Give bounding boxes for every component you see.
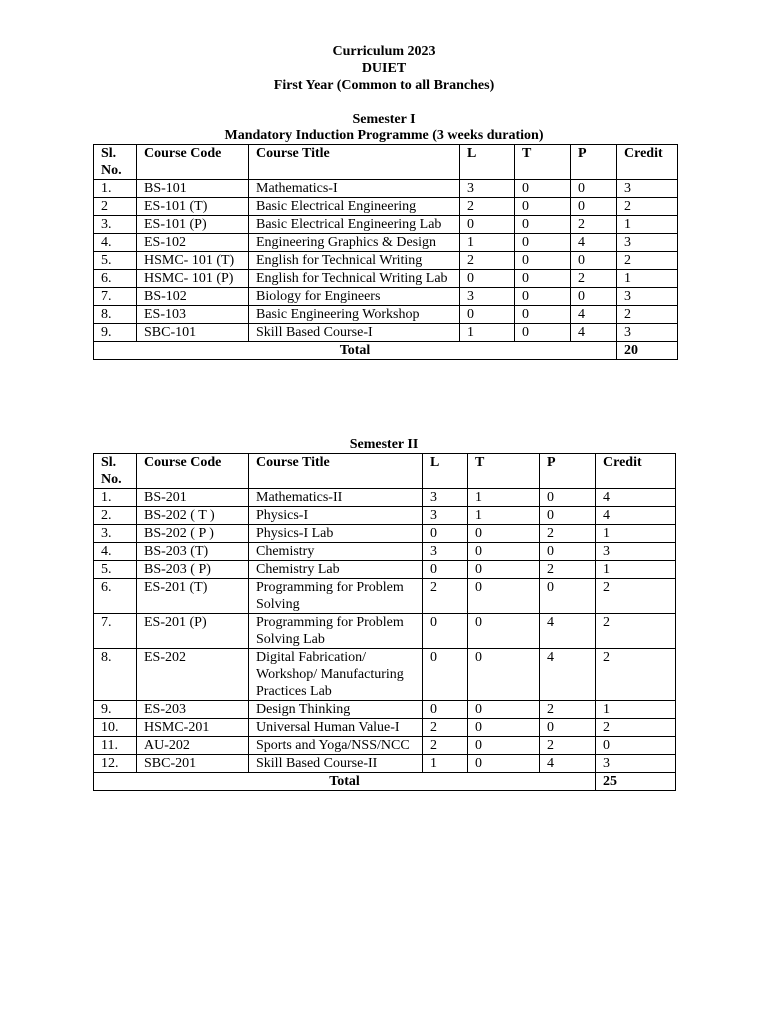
table-row	[94, 234, 678, 252]
cell-l: 2	[460, 198, 515, 216]
col-credit-header: Credit	[617, 145, 678, 180]
semester1-title: Semester I	[352, 112, 416, 127]
cell-p: 2	[571, 270, 617, 288]
cell-t: 1	[468, 507, 540, 525]
cell-t: 0	[515, 306, 571, 324]
cell-credit: 1	[596, 561, 676, 579]
document-title: Curriculum 2023	[332, 44, 436, 59]
col-l-header: L	[423, 454, 468, 489]
cell-credit: 3	[617, 288, 678, 306]
cell-course-title: Basic Electrical Engineering	[249, 198, 460, 216]
cell-course-code: BS-202 ( P )	[137, 525, 249, 543]
cell-t: 0	[515, 252, 571, 270]
cell-l: 0	[460, 270, 515, 288]
cell-course-code: ES-203	[137, 701, 249, 719]
table-row	[94, 306, 678, 324]
cell-course-title: Universal Human Value-I	[249, 719, 423, 737]
total-label: Total	[94, 342, 617, 360]
cell-sl: 3.	[94, 525, 137, 543]
cell-sl: 2.	[94, 507, 137, 525]
table-row	[94, 198, 678, 216]
table-row	[94, 649, 676, 701]
cell-course-code: AU-202	[137, 737, 249, 755]
total-label: Total	[94, 773, 596, 791]
cell-sl: 9.	[94, 701, 137, 719]
total-row	[94, 773, 676, 791]
cell-p: 2	[540, 525, 596, 543]
table-row	[94, 489, 676, 507]
cell-sl: 5.	[94, 561, 137, 579]
table-row	[94, 288, 678, 306]
cell-t: 0	[515, 180, 571, 198]
cell-p: 4	[571, 324, 617, 342]
cell-credit: 2	[617, 198, 678, 216]
cell-t: 0	[515, 288, 571, 306]
col-credit-header: Credit	[596, 454, 676, 489]
cell-credit: 1	[596, 701, 676, 719]
cell-course-code: ES-101 (T)	[137, 198, 249, 216]
col-code-header: Course Code	[137, 145, 249, 180]
cell-course-code: SBC-201	[137, 755, 249, 773]
table-header-row	[94, 145, 678, 180]
cell-l: 0	[423, 525, 468, 543]
cell-course-code: ES-202	[137, 649, 249, 701]
cell-t: 0	[468, 561, 540, 579]
cell-t: 0	[515, 324, 571, 342]
cell-course-title: Physics-I Lab	[249, 525, 423, 543]
cell-course-code: ES-103	[137, 306, 249, 324]
cell-credit: 2	[596, 719, 676, 737]
cell-course-title: Engineering Graphics & Design	[249, 234, 460, 252]
cell-course-code: ES-201 (T)	[137, 579, 249, 614]
cell-course-title: Design Thinking	[249, 701, 423, 719]
cell-credit: 4	[596, 507, 676, 525]
cell-course-code: BS-101	[137, 180, 249, 198]
cell-t: 0	[515, 270, 571, 288]
cell-credit: 3	[617, 324, 678, 342]
cell-l: 3	[460, 288, 515, 306]
cell-t: 1	[468, 489, 540, 507]
semester1-subtitle: Mandatory Induction Programme (3 weeks duration)	[224, 128, 544, 143]
cell-course-title: Mathematics-II	[249, 489, 423, 507]
table-row	[94, 579, 676, 614]
cell-credit: 2	[617, 252, 678, 270]
cell-l: 0	[423, 701, 468, 719]
cell-course-code: BS-201	[137, 489, 249, 507]
table-row	[94, 737, 676, 755]
cell-credit: 4	[596, 489, 676, 507]
semester1-table	[93, 144, 678, 360]
cell-sl: 8.	[94, 649, 137, 701]
total-row	[94, 342, 678, 360]
col-sl-header: Sl. No.	[94, 454, 137, 489]
cell-p: 0	[571, 198, 617, 216]
cell-credit: 2	[596, 649, 676, 701]
table-row	[94, 270, 678, 288]
cell-l: 0	[423, 561, 468, 579]
cell-course-title: Digital Fabrication/ Workshop/ Manufacturing Practices Lab	[249, 649, 423, 701]
cell-l: 0	[460, 306, 515, 324]
cell-l: 3	[423, 489, 468, 507]
cell-p: 4	[540, 649, 596, 701]
table-row	[94, 701, 676, 719]
cell-l: 3	[423, 507, 468, 525]
cell-course-title: Programming for Problem Solving	[249, 579, 423, 614]
cell-l: 0	[423, 614, 468, 649]
cell-l: 2	[460, 252, 515, 270]
cell-course-title: Biology for Engineers	[249, 288, 460, 306]
col-t-header: T	[515, 145, 571, 180]
cell-sl: 3.	[94, 216, 137, 234]
cell-sl: 5.	[94, 252, 137, 270]
table-row	[94, 755, 676, 773]
cell-t: 0	[468, 543, 540, 561]
cell-sl: 1.	[94, 489, 137, 507]
cell-t: 0	[468, 525, 540, 543]
total-credit: 25	[596, 773, 676, 791]
table-row	[94, 180, 678, 198]
cell-credit: 1	[617, 216, 678, 234]
col-sl-header: Sl. No.	[94, 145, 137, 180]
cell-t: 0	[468, 614, 540, 649]
cell-course-code: HSMC- 101 (T)	[137, 252, 249, 270]
cell-course-title: Programming for Problem Solving Lab	[249, 614, 423, 649]
cell-sl: 7.	[94, 288, 137, 306]
year-heading: First Year (Common to all Branches)	[273, 78, 495, 93]
cell-p: 0	[571, 288, 617, 306]
col-p-header: P	[540, 454, 596, 489]
cell-l: 1	[460, 234, 515, 252]
cell-t: 0	[468, 579, 540, 614]
col-t-header: T	[468, 454, 540, 489]
cell-course-code: BS-203 (T)	[137, 543, 249, 561]
cell-p: 4	[571, 234, 617, 252]
cell-sl: 7.	[94, 614, 137, 649]
cell-course-title: Sports and Yoga/NSS/NCC	[249, 737, 423, 755]
cell-credit: 3	[617, 180, 678, 198]
cell-p: 0	[571, 180, 617, 198]
table-row	[94, 252, 678, 270]
col-p-header: P	[571, 145, 617, 180]
cell-t: 0	[468, 755, 540, 773]
cell-sl: 12.	[94, 755, 137, 773]
cell-course-code: ES-102	[137, 234, 249, 252]
col-title-header: Course Title	[249, 145, 460, 180]
cell-credit: 3	[596, 543, 676, 561]
cell-course-code: SBC-101	[137, 324, 249, 342]
cell-p: 0	[540, 489, 596, 507]
cell-p: 4	[540, 755, 596, 773]
cell-credit: 1	[617, 270, 678, 288]
cell-course-title: Physics-I	[249, 507, 423, 525]
table-row	[94, 507, 676, 525]
cell-sl: 10.	[94, 719, 137, 737]
table-row	[94, 216, 678, 234]
cell-sl: 4.	[94, 234, 137, 252]
cell-course-code: BS-203 ( P)	[137, 561, 249, 579]
cell-t: 0	[468, 701, 540, 719]
cell-p: 2	[571, 216, 617, 234]
cell-l: 3	[423, 543, 468, 561]
cell-t: 0	[515, 234, 571, 252]
cell-sl: 6.	[94, 270, 137, 288]
cell-t: 0	[515, 198, 571, 216]
cell-p: 2	[540, 701, 596, 719]
cell-p: 0	[571, 252, 617, 270]
cell-course-code: ES-101 (P)	[137, 216, 249, 234]
cell-credit: 3	[617, 234, 678, 252]
cell-p: 4	[571, 306, 617, 324]
cell-p: 0	[540, 543, 596, 561]
cell-course-title: Skill Based Course-II	[249, 755, 423, 773]
cell-l: 2	[423, 737, 468, 755]
cell-l: 3	[460, 180, 515, 198]
table-header-row	[94, 454, 676, 489]
table-row	[94, 719, 676, 737]
cell-p: 4	[540, 614, 596, 649]
cell-p: 0	[540, 507, 596, 525]
col-title-header: Course Title	[249, 454, 423, 489]
cell-course-code: ES-201 (P)	[137, 614, 249, 649]
cell-t: 0	[515, 216, 571, 234]
total-credit: 20	[617, 342, 678, 360]
table-row	[94, 543, 676, 561]
col-code-header: Course Code	[137, 454, 249, 489]
cell-course-title: Mathematics-I	[249, 180, 460, 198]
cell-sl: 8.	[94, 306, 137, 324]
cell-sl: 9.	[94, 324, 137, 342]
cell-course-code: HSMC- 101 (P)	[137, 270, 249, 288]
cell-credit: 0	[596, 737, 676, 755]
table-row	[94, 614, 676, 649]
cell-l: 1	[460, 324, 515, 342]
table-row	[94, 324, 678, 342]
semester2-table	[93, 453, 676, 791]
cell-course-code: BS-202 ( T )	[137, 507, 249, 525]
cell-sl: 2	[94, 198, 137, 216]
cell-l: 0	[423, 649, 468, 701]
semester2-title: Semester II	[349, 437, 419, 452]
cell-p: 0	[540, 719, 596, 737]
cell-course-code: BS-102	[137, 288, 249, 306]
cell-p: 0	[540, 579, 596, 614]
cell-course-title: English for Technical Writing Lab	[249, 270, 460, 288]
cell-course-title: Chemistry	[249, 543, 423, 561]
cell-l: 2	[423, 579, 468, 614]
cell-course-title: Basic Electrical Engineering Lab	[249, 216, 460, 234]
cell-course-title: Chemistry Lab	[249, 561, 423, 579]
cell-l: 2	[423, 719, 468, 737]
col-l-header: L	[460, 145, 515, 180]
cell-p: 2	[540, 561, 596, 579]
table-row	[94, 561, 676, 579]
cell-credit: 3	[596, 755, 676, 773]
cell-l: 1	[423, 755, 468, 773]
cell-p: 2	[540, 737, 596, 755]
cell-credit: 2	[596, 579, 676, 614]
cell-course-title: Skill Based Course-I	[249, 324, 460, 342]
cell-sl: 1.	[94, 180, 137, 198]
cell-course-title: Basic Engineering Workshop	[249, 306, 460, 324]
institution-name: DUIET	[361, 61, 407, 76]
cell-credit: 2	[596, 614, 676, 649]
cell-t: 0	[468, 719, 540, 737]
cell-sl: 11.	[94, 737, 137, 755]
cell-credit: 2	[617, 306, 678, 324]
table-row	[94, 525, 676, 543]
cell-course-code: HSMC-201	[137, 719, 249, 737]
cell-l: 0	[460, 216, 515, 234]
cell-t: 0	[468, 737, 540, 755]
cell-t: 0	[468, 649, 540, 701]
cell-sl: 4.	[94, 543, 137, 561]
cell-credit: 1	[596, 525, 676, 543]
cell-course-title: English for Technical Writing	[249, 252, 460, 270]
cell-sl: 6.	[94, 579, 137, 614]
